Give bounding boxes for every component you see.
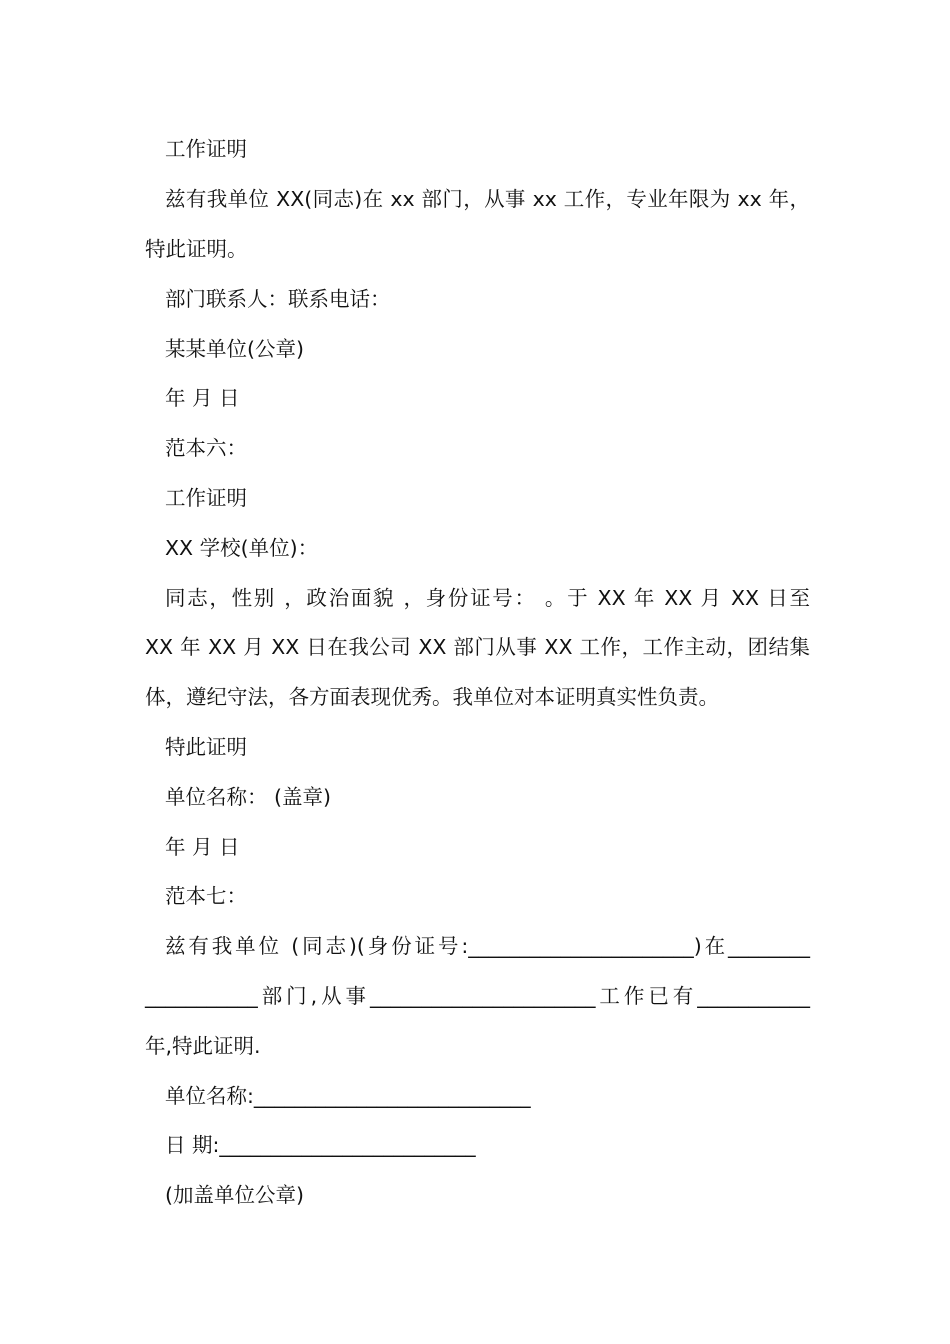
contact-line: 部门联系人：联系电话： <box>165 287 391 311</box>
date-line: 年 月 日 <box>165 386 240 410</box>
seal-line: 某某单位(公章) <box>165 337 304 361</box>
certificate-body-line-1: 兹有我单位 XX(同志)在 xx 部门，从事 xx 工作，专业年限为 xx 年， <box>165 187 810 211</box>
sample-seven-body-line-2: ___________部门,从事______________________工作已有___________ <box>145 984 810 1008</box>
sample-six-title: 工作证明 <box>165 486 247 510</box>
sample-seven-body-line-3: 年,特此证明. <box>145 1034 261 1058</box>
sample-seven-unit-name-blank: 单位名称:___________________________ <box>165 1084 531 1108</box>
sample-six-date: 年 月 日 <box>165 835 240 859</box>
sample-six-body-line-3: 体，遵纪守法，各方面表现优秀。我单位对本证明真实性负责。 <box>145 685 719 709</box>
sample-six-recipient: XX 学校(单位)： <box>165 536 319 560</box>
certificate-body-line-2: 特此证明。 <box>145 237 248 261</box>
sample-six-closing: 特此证明 <box>165 735 247 759</box>
sample-six-unit-name: 单位名称： (盖章) <box>165 785 332 809</box>
sample-seven-body-line-1: 兹有我单位 (同志)(身份证号:______________________)在________ <box>165 934 810 958</box>
sample-six-body-line-2: XX 年 XX 月 XX 日在我公司 XX 部门从事 XX 工作，工作主动，团结集 <box>145 635 810 659</box>
sample-six-heading: 范本六： <box>165 436 247 460</box>
document-title: 工作证明 <box>165 137 247 161</box>
sample-seven-seal-note: (加盖单位公章) <box>165 1183 304 1207</box>
sample-six-body-line-1: 同志，性别 ，政治面貌 ，身份证号： 。于 XX 年 XX 月 XX 日至 <box>165 586 810 610</box>
sample-seven-date-blank: 日 期:_________________________ <box>165 1133 476 1157</box>
sample-seven-heading: 范本七： <box>165 884 247 908</box>
